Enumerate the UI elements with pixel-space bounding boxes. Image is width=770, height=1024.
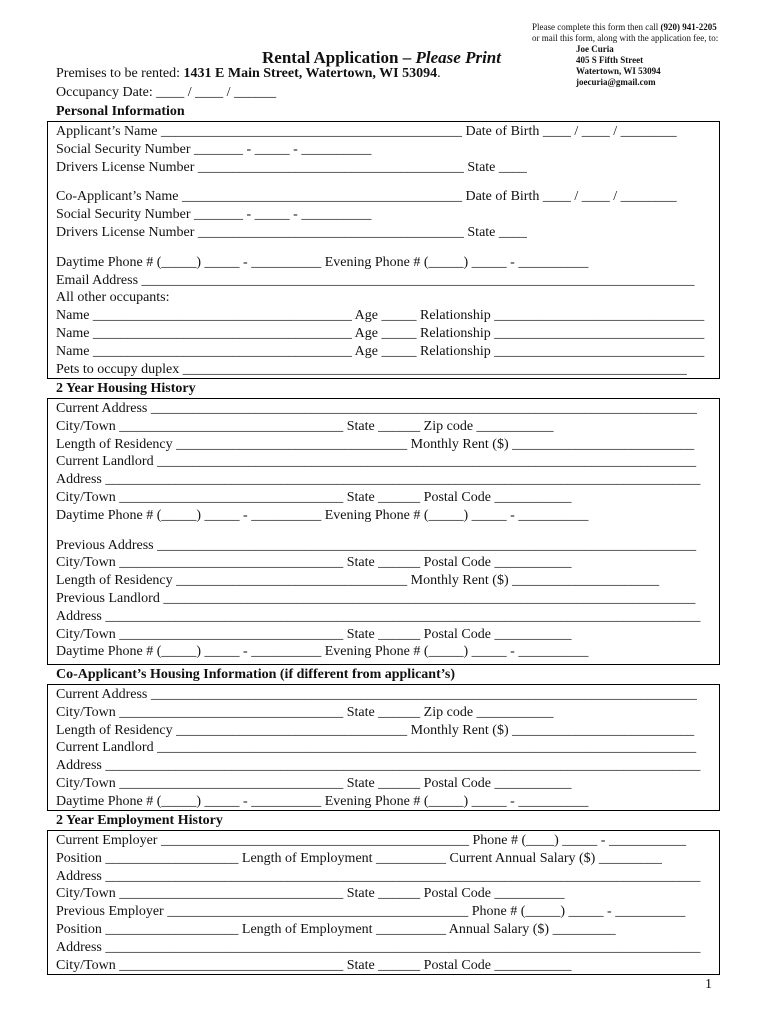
occupancy-date-line[interactable]: Occupancy Date: ____ / ____ / ______ [56, 85, 277, 100]
form-field-line[interactable]: City/Town ________________________________ State ______ Postal Code ___________ [56, 489, 572, 505]
form-field-line[interactable]: Applicant’s Name ___________________________________________ Date of Birth ____ / ____ / ________ [56, 124, 677, 139]
form-field-line[interactable]: Length of Residency _________________________________ Monthly Rent ($) __________________________ [56, 436, 695, 452]
form-field-line[interactable]: All other occupants: [56, 290, 170, 306]
section-title-coapplicant: Co-Applicant’s Housing Information (if different from applicant’s) [56, 667, 455, 682]
form-field-line[interactable]: Current Landlord _____________________________________________________________________________ [56, 740, 697, 756]
section-title-employment: 2 Year Employment History [56, 813, 223, 828]
page-number: 1 [705, 977, 712, 992]
form-field-line[interactable]: Previous Employer ___________________________________________ Phone # (_____) _____ - __________ [56, 904, 686, 920]
form-field-line[interactable]: Daytime Phone # (_____) _____ - __________ Evening Phone # (_____) _____ - __________ [56, 254, 589, 270]
page-title-emphasis: Please Print [415, 48, 501, 67]
form-field-line[interactable]: Name _____________________________________ Age _____ Relationship ______________________________ [56, 325, 705, 341]
form-field-line[interactable]: Name _____________________________________ Age _____ Relationship ______________________________ [56, 308, 705, 324]
contact-line-2: or mail this form, along with the application fee, to: [532, 33, 719, 43]
form-field-line[interactable]: City/Town ________________________________ State ______ Postal Code ___________ [56, 555, 572, 571]
form-field-line[interactable]: Name _____________________________________ Age _____ Relationship ______________________________ [56, 343, 705, 359]
premises-label: Premises to be rented: [56, 66, 184, 81]
form-field-line[interactable]: Social Security Number _______ - _____ - __________ [56, 207, 372, 223]
section-box-housing [47, 398, 720, 665]
section-box-coapplicant [47, 684, 720, 811]
contact-line-1 [532, 22, 764, 33]
section-title-personal: Personal Information [56, 104, 185, 119]
contact-email: joecuria@gmail.com [576, 77, 656, 87]
form-field-line[interactable]: Previous Address _____________________________________________________________________________ [56, 537, 697, 553]
page-title-main: Rental Application – [262, 48, 416, 67]
premises-end: . [437, 66, 441, 81]
form-field-line[interactable]: Position ___________________ Length of Employment __________ Annual Salary ($) _________ [56, 921, 616, 937]
form-field-line[interactable]: Current Address ______________________________________________________________________________ [56, 401, 697, 416]
contact-phone: (920) 941-2205 [660, 22, 717, 32]
form-field-line[interactable]: Drivers License Number ______________________________________ State ____ [56, 159, 527, 175]
contact-line-1-text: Please complete this form then call [532, 22, 661, 32]
form-field-line[interactable]: Current Landlord _____________________________________________________________________________ [56, 454, 697, 470]
form-field-line[interactable]: Current Employer ____________________________________________ Phone # (____) _____ - ___________ [56, 833, 686, 848]
form-field-line[interactable]: Previous Landlord ____________________________________________________________________________ [56, 590, 696, 606]
section-spacer [56, 525, 719, 537]
section-title-housing: 2 Year Housing History [56, 381, 196, 396]
form-field-line[interactable]: Length of Residency _________________________________ Monthly Rent ($) _____________________ [56, 573, 660, 589]
form-field-line[interactable]: Address _____________________________________________________________________________________ [56, 868, 701, 884]
form-field-line[interactable]: City/Town ________________________________ State ______ Postal Code __________ [56, 886, 565, 902]
form-field-line[interactable]: City/Town ________________________________ State ______ Zip code ___________ [56, 418, 554, 434]
section-box-personal [47, 121, 720, 379]
section-spacer [56, 242, 719, 254]
form-field-line[interactable]: Email Address _______________________________________________________________________________ [56, 272, 695, 288]
premises-address: 1431 E Main Street, Watertown, WI 53094 [183, 66, 438, 81]
form-field-line[interactable]: City/Town ________________________________ State ______ Postal Code ___________ [56, 626, 572, 642]
contact-street: 405 S Fifth Street [576, 55, 644, 65]
form-field-line[interactable]: Daytime Phone # (_____) _____ - __________ Evening Phone # (_____) _____ - __________ [56, 644, 589, 660]
page-title [262, 48, 501, 68]
form-field-line[interactable]: City/Town ________________________________ State ______ Postal Code ___________ [56, 957, 572, 973]
contact-city: Watertown, WI 53094 [576, 66, 661, 76]
section-box-employment [47, 830, 720, 975]
form-field-line[interactable]: Pets to occupy duplex ________________________________________________________________________ [56, 361, 687, 377]
section-spacer [56, 176, 719, 188]
form-field-line[interactable]: Current Address ______________________________________________________________________________ [56, 687, 697, 702]
form-field-line[interactable]: Co-Applicant’s Name ________________________________________ Date of Birth ____ / ____ / ________ [56, 189, 677, 205]
form-field-line[interactable]: City/Town ________________________________ State ______ Zip code ___________ [56, 704, 554, 720]
form-field-line[interactable]: City/Town ________________________________ State ______ Postal Code ___________ [56, 775, 572, 791]
form-field-line[interactable]: Address _____________________________________________________________________________________ [56, 939, 701, 955]
form-field-line[interactable]: Address _____________________________________________________________________________________ [56, 608, 701, 624]
form-field-line[interactable]: Length of Residency _________________________________ Monthly Rent ($) __________________________ [56, 722, 695, 738]
form-field-line[interactable]: Address _____________________________________________________________________________________ [56, 758, 701, 774]
contact-instructions [532, 22, 764, 88]
form-field-line[interactable]: Drivers License Number ______________________________________ State ____ [56, 224, 527, 240]
form-field-line[interactable]: Social Security Number _______ - _____ - __________ [56, 141, 372, 157]
form-field-line[interactable]: Daytime Phone # (_____) _____ - __________ Evening Phone # (_____) _____ - __________ [56, 507, 589, 523]
premises-line [56, 66, 441, 82]
contact-name: Joe Curia [576, 44, 614, 54]
form-field-line[interactable]: Position ___________________ Length of Employment __________ Current Annual Salary ($) _________ [56, 850, 662, 866]
form-field-line[interactable]: Daytime Phone # (_____) _____ - __________ Evening Phone # (_____) _____ - __________ [56, 793, 589, 809]
form-field-line[interactable]: Address _____________________________________________________________________________________ [56, 472, 701, 488]
